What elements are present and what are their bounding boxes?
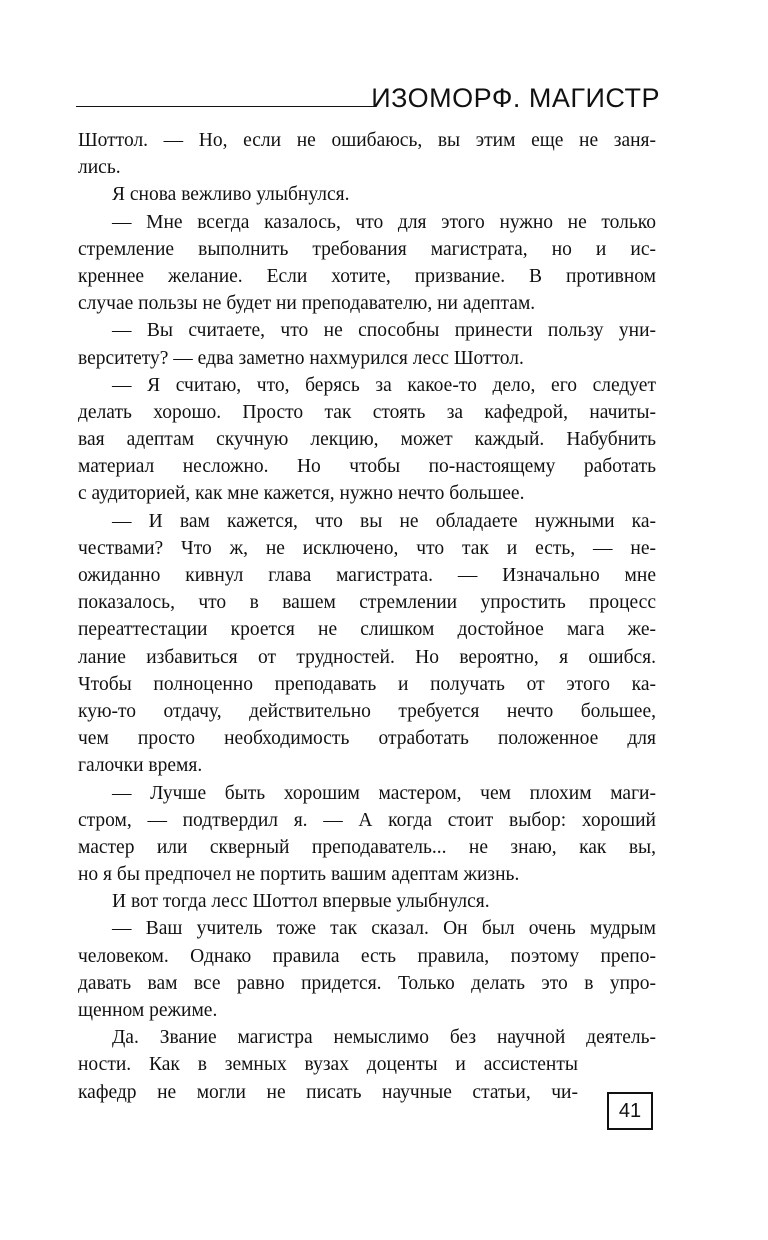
- text-line: Я снова вежливо улыбнулся.: [112, 184, 350, 206]
- page-number: 41: [607, 1092, 653, 1130]
- text-line: человеком. Однако правила есть правила, поэтому препо-: [78, 945, 656, 967]
- running-header: [76, 84, 660, 112]
- text-line: показалось, что в вашем стремлении упростить процесс: [78, 592, 656, 614]
- text-line: вая адептам скучную лекцию, может каждый. Набубнить: [78, 429, 656, 451]
- text-line: случае пользы не будет ни преподавателю, ни адептам.: [78, 293, 536, 315]
- text-line: переаттестации кроется не слишком достойное мага же-: [78, 619, 656, 641]
- text-line: — Я считаю, что, берясь за какое-то дело, его следует: [112, 374, 656, 396]
- text-line: Чтобы полноценно преподавать и получать от этого ка-: [78, 673, 656, 695]
- text-line: стремление выполнить требования магистрата, но и ис-: [78, 238, 656, 260]
- text-line: чествами? Что ж, не исключено, что так и есть, — не-: [78, 537, 656, 559]
- text-line: галочки время.: [78, 755, 203, 777]
- text-line: — Мне всегда казалось, что для этого нужно не только: [112, 211, 656, 233]
- text-line: — И вам кажется, что вы не обладаете нужными ка-: [112, 510, 656, 532]
- text-line: делать хорошо. Просто так стоять за кафедрой, начиты-: [78, 401, 656, 423]
- text-line: щенном режиме.: [78, 1000, 218, 1021]
- text-line: стром, — подтвердил я. — А когда стоит выбор: хороший: [78, 809, 656, 831]
- text-line: кую-то отдачу, действительно требуется нечто большее,: [78, 700, 656, 722]
- text-line: мастер или скверный преподаватель... не знаю, как вы,: [78, 836, 656, 858]
- text-line: ожиданно кивнул глава магистрата. — Изначально мне: [78, 565, 656, 586]
- text-line: ности. Как в земных вузах доценты и ассистенты: [78, 1054, 578, 1076]
- text-line: Шоттол. — Но, если не ошибаюсь, вы этим еще не заня-: [78, 130, 656, 151]
- text-line: давать вам все равно придется. Только делать это в упро-: [78, 972, 656, 994]
- header-rule: [76, 106, 374, 107]
- text-line: Да. Звание магистра немыслимо без научной деятель-: [112, 1027, 656, 1049]
- text-line: но я бы предпочел не портить вашим адептам жизнь.: [78, 864, 520, 886]
- text-line: креннее желание. Если хотите, призвание. В противном: [78, 265, 656, 287]
- text-line: лание избавиться от трудностей. Но вероятно, я ошибся.: [78, 646, 656, 668]
- text-line: — Вы считаете, что не способны принести пользу уни-: [112, 320, 656, 342]
- text-line: верситету? — едва заметно нахмурился лесс Шоттол.: [78, 347, 524, 369]
- text-line: кафедр не могли не писать научные статьи, чи-: [78, 1081, 578, 1103]
- text-line: материал несложно. Но чтобы по-настоящему работать: [78, 456, 656, 478]
- text-line: — Лучше быть хорошим мастером, чем плохим маги-: [112, 782, 656, 804]
- page-body-text: [78, 127, 656, 1106]
- text-line: с аудиторией, как мне кажется, нужно нечто большее.: [78, 483, 525, 505]
- text-line: — Ваш учитель тоже так сказал. Он был очень мудрым: [112, 918, 656, 940]
- book-title: ИЗОМОРФ. МАГИСТР: [371, 83, 660, 113]
- text-line: И вот тогда лесс Шоттол впервые улыбнулся.: [112, 891, 490, 913]
- text-line: чем просто необходимость отработать положенное для: [78, 728, 656, 750]
- text-line: лись.: [78, 157, 121, 179]
